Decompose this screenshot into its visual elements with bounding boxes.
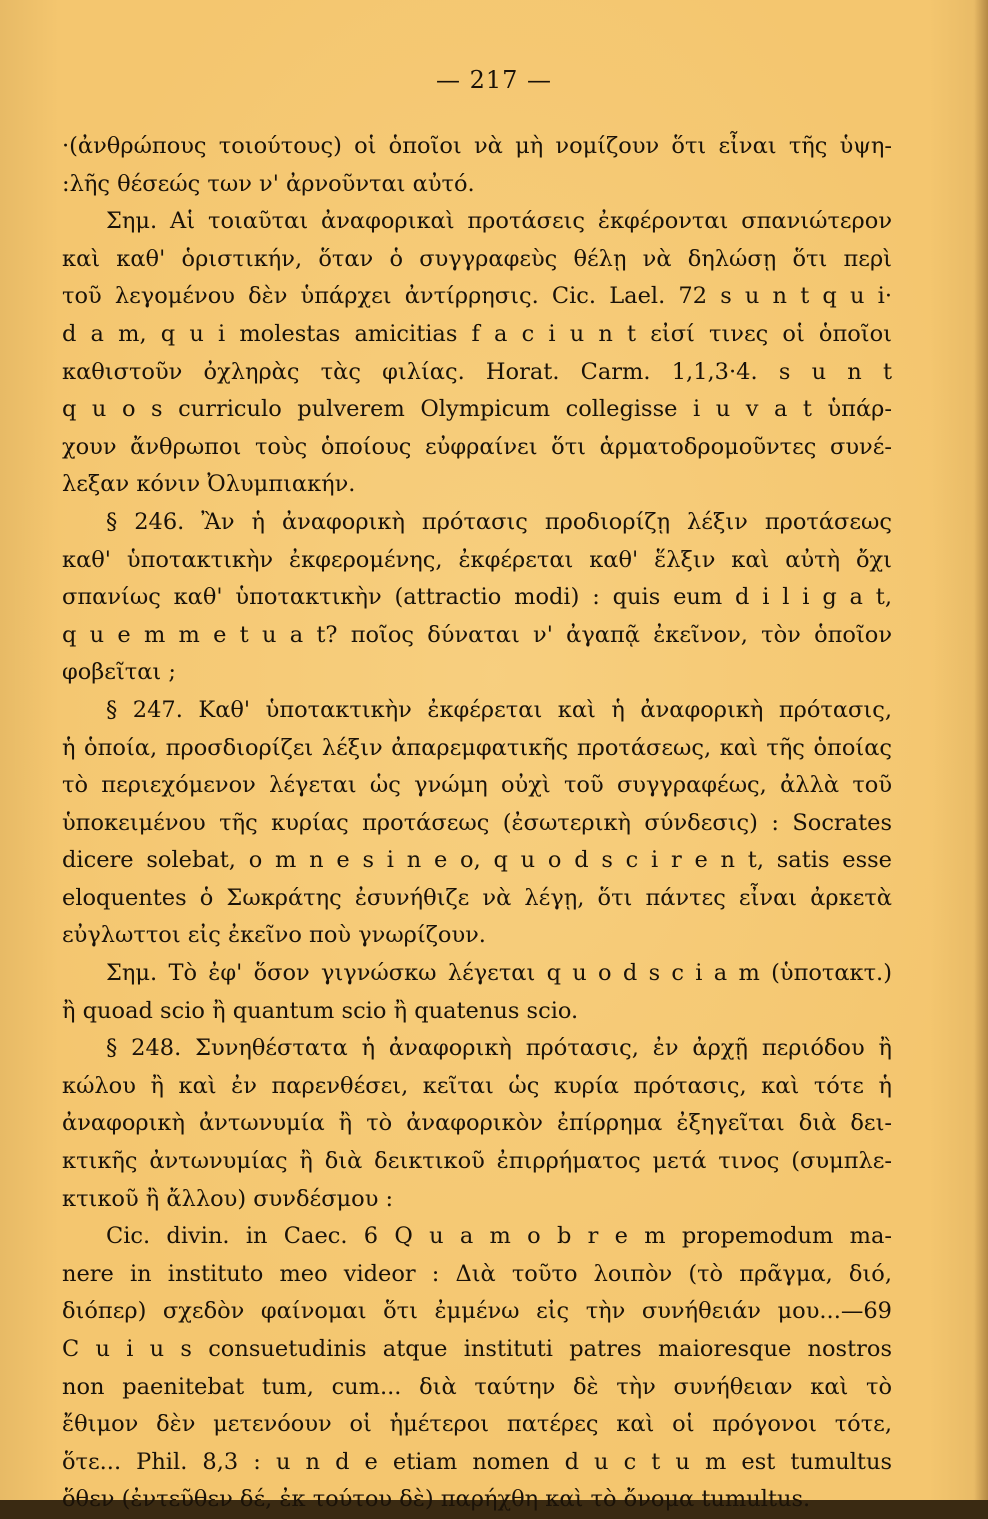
text-line: C u i u s consuetudinis atque instituti patres maioresque nostros (62, 1336, 892, 1362)
text-line: q u e m m e t u a t? ποῖος δύναται ν' ἀγαπᾷ ἐκεῖνον, τὸν ὁποῖον (62, 621, 892, 648)
text-line: d a m, q u i molestas amicitias f a c i u n t εἰσί τινες οἱ ὁποῖοι (62, 320, 892, 347)
text-line: χουν ἄνθρωποι τοὺς ὁποίους εὐφραίνει ὅτι ἁρματοδρομοῦντες συνέ- (62, 433, 892, 460)
text-line: τὸ περιεχόμενον λέγεται ὡς γνώμη οὐχὶ τοῦ συγγραφέως, ἀλλὰ τοῦ (62, 772, 892, 799)
text-line: ἔθιμον δὲν μετενόουν οἱ ἡμέτεροι πατέρες καὶ οἱ πρόγονοι τότε, (62, 1411, 892, 1438)
page-edge-shadow (974, 0, 988, 1500)
text-line: κώλου ἢ καὶ ἐν παρενθέσει, κεῖται ὡς κυρία πρότασις, καὶ τότε ἡ (62, 1072, 892, 1099)
page-number: — 217 — (435, 66, 553, 94)
text-line: eloquentes ὁ Σωκράτης ἐσυνήθιζε νὰ λέγῃ, ὅτι πάντες εἶναι ἀρκετὰ (62, 884, 892, 911)
text-line: λεξαν κόνιν Ὀλυμπιακήν. (62, 471, 356, 498)
text-line: nere in instituto meo videor : Διὰ τοῦτο λοιπὸν (τὸ πρᾶγμα, διό, (62, 1260, 892, 1287)
text-line: ὅτε... Phil. 8,3 : u n d e etiam nomen d u c t u m est tumultus (62, 1448, 892, 1475)
text-line: καθ' ὑποτακτικὴν ἐκφερομένης, ἐκφέρεται καθ' ἕλξιν καὶ αὐτὴ ὄχι (62, 546, 892, 573)
text-line: φοβεῖται ; (62, 659, 176, 686)
text-line: ὅθεν (ἐντεῦθεν δέ, ἐκ τούτου δὲ) παρήχθη καὶ τὸ ὄνομα tumultus. (62, 1486, 811, 1513)
text-line: Σημ. Τὸ ἐφ' ὅσον γιγνώσκω λέγεται q u o d s c i a m (ὑποτακτ.) (106, 960, 892, 987)
text-line: κτικοῦ ἢ ἄλλου) συνδέσμου : (62, 1185, 394, 1212)
text-line: ἡ ὁποία, προσδιορίζει λέξιν ἀπαρεμφατικῆς προτάσεως, καὶ τῆς ὁποίας (62, 734, 892, 761)
text-line: κτικῆς ἀντωνυμίας ἢ διὰ δεικτικοῦ ἐπιρρήματος μετά τινος (συμπλε- (62, 1148, 892, 1175)
text-line: καθιστοῦν ὀχληρὰς τὰς φιλίας. Horat. Carm. 1,1,3·4. s u n t (62, 358, 892, 385)
text-line: Cic. divin. in Caec. 6 Q u a m o b r e m propemodum ma- (106, 1223, 892, 1250)
text-line: σπανίως καθ' ὑποτακτικὴν (attractio modi) : quis eum d i l i g a t, (62, 584, 892, 611)
text-line: Σημ. Αἱ τοιαῦται ἀναφορικαὶ προτάσεις ἐκφέρονται σπανιώτερον (106, 208, 892, 235)
text-line: ὑποκειμένου τῆς κυρίας προτάσεως (ἐσωτερικὴ σύνδεσις) : Socrates (62, 809, 892, 836)
text-line: q u o s curriculo pulverem Olympicum collegisse i u v a t ὑπάρ- (62, 396, 892, 423)
text-line: ·(ἀνθρώπους τοιούτους) οἱ ὁποῖοι νὰ μὴ νομίζουν ὅτι εἶναι τῆς ὑψη- (62, 133, 892, 159)
text-line: διόπερ) σχεδὸν φαίνομαι ὅτι ἐμμένω εἰς τὴν συνήθειάν μου...—69 (62, 1298, 892, 1325)
text-line: non paenitebat tum, cum... διὰ ταύτην δὲ τὴν συνήθειαν καὶ τὸ (62, 1373, 892, 1400)
text-line: :λῆς θέσεώς των ν' ἀρνοῦνται αὐτό. (62, 170, 475, 197)
text-line: dicere solebat, o m n e s i n e o, q u o d s c i r e n t, satis esse (62, 847, 892, 874)
text-line: § 247. Καθ' ὑποτακτικὴν ἐκφέρεται καὶ ἡ ἀναφορικὴ πρότασις, (106, 696, 892, 723)
text-line: ἢ quoad scio ἢ quantum scio ἢ quatenus scio. (62, 997, 579, 1024)
page-body (62, 128, 892, 1519)
text-line: τοῦ λεγομένου δὲν ὑπάρχει ἀντίρρησις. Cic. Lael. 72 s u n t q u i· (62, 283, 892, 310)
text-line: καὶ καθ' ὁριστικήν, ὅταν ὁ συγγραφεὺς θέλῃ νὰ δηλώσῃ ὅτι περὶ (62, 245, 892, 272)
text-line: § 248. Συνηθέστατα ἡ ἀναφορικὴ πρότασις, ἐν ἀρχῇ περιόδου ἢ (106, 1035, 892, 1062)
text-line: § 246. Ἂν ἡ ἀναφορικὴ πρότασις προδιορίζῃ λέξιν προτάσεως (106, 508, 892, 535)
text-line: εὐγλωττοι εἰς ἐκεῖνο ποὺ γνωρίζουν. (62, 922, 486, 949)
text-line: ἀναφορικὴ ἀντωνυμία ἢ τὸ ἀναφορικὸν ἐπίρρημα ἐξηγεῖται διὰ δει- (62, 1110, 892, 1137)
